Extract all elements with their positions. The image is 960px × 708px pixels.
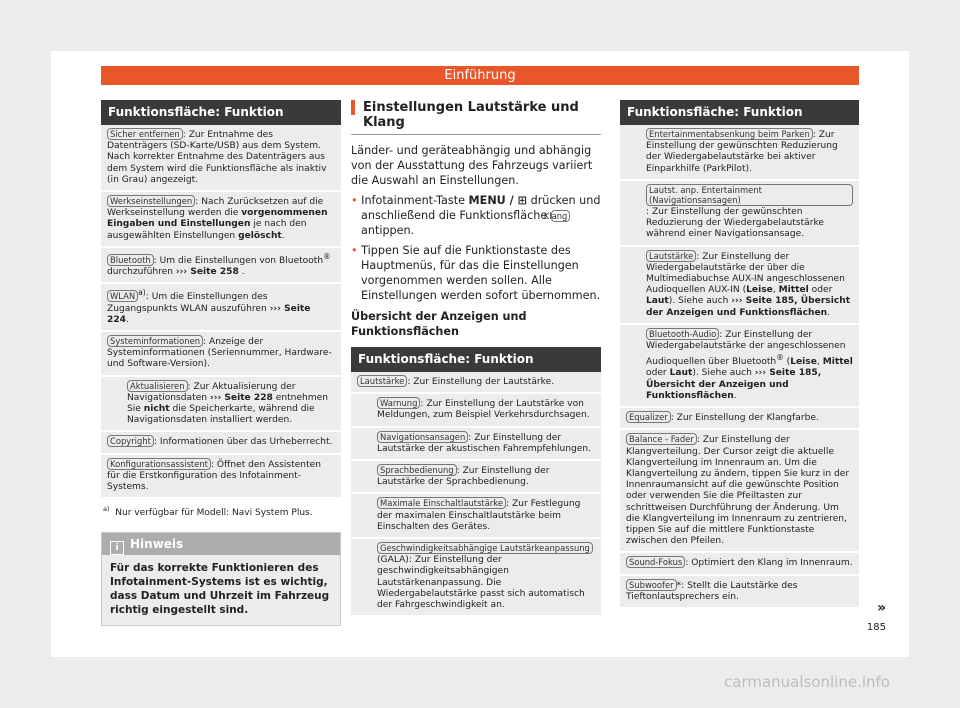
row-text: : Informationen über das Urheberrecht. [153,437,333,448]
row-text: . [827,307,830,318]
row-text: *: Stellt die Lautstärke des Tieftonlautsprechers ein. [626,580,798,602]
row-text: : Nach Zurücksetzen auf die Werkseinstellung werden die [107,197,324,219]
row-text: : Zur Festlegung der maximalen Einschaltlautstärke beim Einschalten des Gerätes. [377,499,581,532]
row-text: : Zur Einstellung der Wiedergabelautstärke der angeschlossenen Audioquellen über Bluetooth [646,329,846,368]
row-text: . [281,230,285,241]
title-accent-bar [351,100,355,115]
info-icon: i [110,541,124,555]
overview-subheading: Übersicht der Anzeigen und Funktionsflächen [351,310,527,338]
row-wlan [101,284,341,332]
row-text: . [125,314,129,325]
menu-key: MENU / ⊞ [468,194,528,207]
row-text: : Zur Aktualisierung der Navigationsdaten [127,381,296,403]
row-aux-lautstaerke [620,247,859,325]
entertainmentabsenkung-key: Entertainmentabsenkung beim Parken [646,128,813,140]
row-text: : Optimiert den Klang im Innenraum. [685,558,853,569]
row-sicher-entfernen [101,125,341,192]
row-text: : Zur Einstellung der Wiedergabelautstärke der über die Multimediabuchse AUX-IN angeschlossenen Audioquellen AUX-IN ( [646,251,845,296]
hinweis-title: Hinweis [130,537,184,552]
row-maximale-einschaltlautstaerke [351,494,601,539]
row-text: : Zur Einstellung der Lautstärke der Sprachbedienung. [377,466,550,488]
row-aktualisieren [101,377,341,433]
balance-fader-key: Balance - Fader [626,433,697,445]
row-text: die Speicherkarte, während die Navigationsdaten installiert werden. [127,403,315,426]
lautst-anp-entertainment-key: Lautst. anp. Entertainment (Navigationsansagen) [646,184,853,206]
row-text: entnehmen Sie [127,392,329,414]
row-konfigurationsassistent [101,455,341,500]
row-bold-text: nicht [143,403,170,414]
systeminformationen-key: Systeminformationen [107,335,203,347]
intro-text: Länder- und geräteabhängig und abhängig von der Ausstattung des Fahrzeugs variiert die Auswahl an Einstellungen. [351,144,593,187]
row-sound-fokus [620,553,859,575]
sicher-entfernen-key: Sicher entfernen [107,128,183,140]
copyright-key: Copyright [107,435,154,447]
bluetooth-key: Bluetooth [107,254,154,266]
registered-mark: ® [323,251,331,261]
row-text: : Zur Entnahme des Datenträgers (SD-Karte/USB) aus dem System. Nach korrekter Entnahme des Datenträgers aus dem System wird die Funktionsfläche als inaktiv (in Grau) angezeigt. [107,130,327,185]
row-text: durchzuführen [107,267,176,278]
aktualisieren-key: Aktualisieren [127,380,188,392]
row-text: , [816,357,823,368]
row-text: : Zur Einstellung der gewünschten Reduzierung der Wiedergabelautstärke bei aktiver Einparkhilfe (ParkPilot). [646,130,838,174]
bullet-2 [351,243,601,303]
section-title [351,100,601,135]
row-text: . [238,267,245,278]
row-text: : Zur Einstellung der Klangverteilung. Der Cursor zeigt die aktuelle Klangverteilung im Innenraum an. Um die Klangverteilung zu ändern, tippen Sie kurz in der Innenraumansicht auf die gewünschte Position oder verwenden Sie die Pfeiltasten zur schrittweisen Durchführung der Änderung. Um die Klangverteilung im Innenraum zu zentrieren, tippen Sie auf die mittlere Funktionstaste zwischen den Pfeilen. [626,435,850,547]
row-text: : Zur Einstellung der gewünschten Reduzierung der Wiedergabelautstärke während einer Navigationsansage. [646,207,825,240]
page-link[interactable]: ››› Seite 258 [175,267,239,278]
row-entertainmentabsenkung [620,125,859,181]
bullet-text: Tippen Sie auf die Funktionstaste des Hauptmenüs, für das die Einstellungen vorgenommen werden sollen. Alle Einstellungen werden sofort übernommen. [361,244,601,302]
row-text: : Um die Einstellungen von Bluetooth [153,255,324,266]
row-text: , [772,285,779,296]
footnote-ref: a) [138,288,146,298]
row-copyright [101,432,341,454]
row-text: oder [808,285,833,296]
hinweis-header [102,533,340,555]
option-mittel: Mittel [778,285,809,296]
row-warnung [351,394,601,427]
section-title-text: Einstellungen Lautstärke und Klang [363,100,579,130]
bluetooth-audio-key: Bluetooth-Audio [646,328,719,340]
row-text: . [733,390,737,401]
row-systeminformationen [101,332,341,377]
right-table-head: Funktionsfläche: Funktion [620,100,859,125]
aux-lautstaerke-key: Lautstärke [646,250,696,262]
page-link[interactable]: ››› Seite 224 [107,303,311,325]
row-navigationsansagen [351,428,601,461]
row-text: : Zur Einstellung der Lautstärke der akustischen Fahrempfehlungen. [377,432,592,454]
row-text: (GALA): Zur Einstellung der geschwindigkeitsabhängigen Lautstärkenanpassung. Die Wiedergabelautstärke passt sich automatisch der Fahrgeschwindigkeit an. [377,555,585,611]
klang-key: Klang [551,210,571,222]
bullet-dot: • [351,194,358,207]
row-gala [351,539,601,617]
row-bold-text: gelöscht [238,230,282,241]
watermark: carmanualsonline.info [724,673,890,691]
row-text: je nach den ausgewählten Einstellungen [107,219,307,241]
footnote [101,505,341,518]
bullet-text: drücken und anschließend die Funktionsfläche [361,194,601,222]
gala-key: Geschwindigkeitsabhängige Lautstärkeanpassung [377,542,593,554]
navigationsansagen-key: Navigationsansagen [377,431,468,443]
warnung-key: Warnung [377,397,420,409]
option-laut: Laut [646,296,669,307]
bullet-text: antippen. [361,224,415,237]
option-leise: Leise [746,285,773,296]
right-column [620,100,859,609]
middle-column [351,100,601,617]
row-bold-text: vorgenommenen Eingaben und Einstellungen [107,208,328,230]
row-text: : Öffnet den Assistenten für die Erstkonfiguration des Infotainment-Systems. [107,459,321,492]
werkseinstellungen-key: Werkseinstellungen [107,195,195,207]
left-table-head: Funktionsfläche: Funktion [101,100,341,125]
lautstaerke-key: Lautstärke [357,375,407,387]
konfigurationsassistent-key: Konfigurationsassistent [107,458,211,470]
row-text: ). Siehe auch [668,296,732,307]
row-text: : Zur Einstellung der Klangfarbe. [670,413,819,424]
option-laut: Laut [669,368,693,379]
hinweis-box [101,532,341,626]
row-text: ( [783,357,791,368]
sound-fokus-key: Sound-Fokus [626,556,685,568]
row-text: oder [646,368,670,379]
bullet-1 [351,193,601,238]
row-equalizer [620,408,859,430]
middle-table-head: Funktionsfläche: Funktion [351,347,601,372]
row-text: : Zur Einstellung der Lautstärke. [407,377,555,387]
registered-mark: ® [776,353,784,363]
wlan-key: WLAN [107,290,138,302]
page-link[interactable]: ››› Seite 185, Übersicht der Anzeigen und Funktionsflächen [646,296,851,318]
row-lautst-anp-entertainment [620,181,859,247]
row-lautstaerke [351,372,601,394]
row-subwoofer [620,576,859,609]
row-bluetooth-audio [620,325,859,408]
row-text: : Anzeige der Systeminformationen (Seriennummer, Hardware- und Software-Version). [107,336,332,370]
footnote-mark: a) [103,505,110,514]
row-text: : Zur Einstellung der Lautstärke von Meldungen, zum Beispiel Verkehrsdurchsagen. [377,399,590,421]
row-bluetooth [101,248,341,284]
hinweis-text: Für das korrekte Funktionieren des Infotainment-Systems ist es wichtig, dass Datum und Uhrzeit im Fahrzeug richtig eingestellt sind. [102,555,340,625]
page-link[interactable]: ››› Seite 185, Übersicht der Anzeigen und Funktionsflächen [646,368,822,401]
row-text: ). Siehe auch [692,368,755,379]
continue-icon: » [876,600,886,616]
subwoofer-key: Subwoofer [626,579,677,591]
page-link[interactable]: ››› Seite 228 [209,392,273,403]
sprachbedienung-key: Sprachbedienung [377,464,457,476]
bullet-dot: • [351,244,358,257]
row-werkseinstellungen [101,192,341,248]
row-balance-fader [620,430,859,553]
page-number: 185 [866,622,886,633]
manual-page [51,51,909,657]
option-mittel: Mittel [822,357,853,368]
maximale-einschaltlautstaerke-key: Maximale Einschaltlautstärke [377,497,506,509]
row-sprachbedienung [351,461,601,494]
chapter-header: Einführung [101,66,859,85]
footnote-text: Nur verfügbar für Modell: Navi System Plus. [115,508,313,519]
left-column [101,100,341,626]
bullet-text: Infotainment-Taste [361,194,469,207]
equalizer-key: Equalizer [626,411,671,423]
option-leise: Leise [790,357,817,368]
row-text: : Um die Einstellungen des Zugangspunkts WLAN auszuführen [107,292,270,314]
